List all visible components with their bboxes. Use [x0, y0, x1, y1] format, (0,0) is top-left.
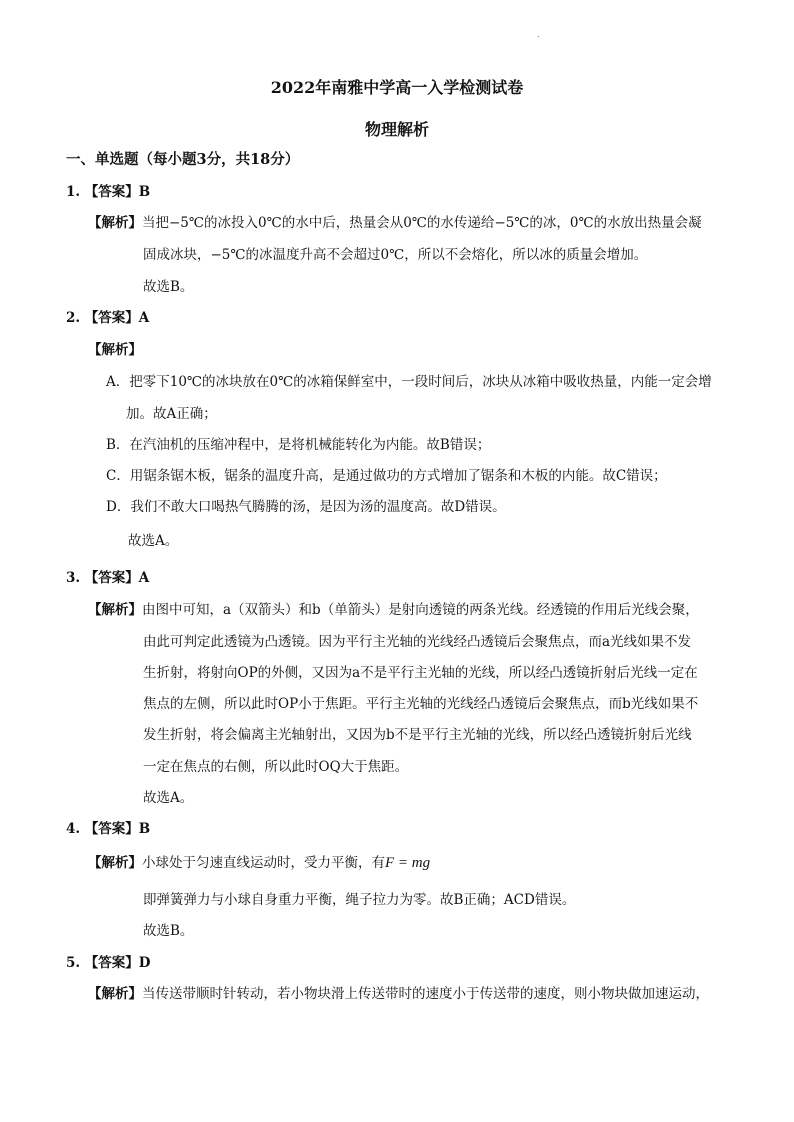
q1-text-2: 固成冰块，−5℃的冰温度升高不会超过0℃，所以不会熔化，所以冰的质量会增加。: [143, 247, 648, 263]
q1-answer-label: 【答案】B: [84, 184, 151, 200]
q5-analysis-line: [88, 985, 709, 1003]
corner-mark: .: [537, 30, 540, 39]
q3-analysis-label: 【解析】: [88, 602, 142, 618]
q3-text-1: 由图中可知，a（双箭头）和b（单箭头）是射向透镜的两条光线。经透镜的作用后光线会聚，: [142, 602, 699, 618]
q2-conclusion: 故选A。: [128, 533, 179, 549]
section-heading: 一、单选题（每小题3分，共18分）: [66, 151, 300, 168]
q2-option-b: B．在汽油机的压缩冲程中，是将机械能转化为内能。故B错误；: [106, 437, 491, 453]
q3-conclusion: 故选A。: [143, 790, 194, 806]
q2-answer: [66, 309, 149, 327]
q4-answer: [66, 820, 150, 838]
q3-text-5: 发生折射，将会偏离主光轴射出，又因为b不是平行主光轴的光线，所以经凸透镜折射后光线: [143, 727, 692, 743]
q5-text-1: 当传送带顺时针转动，若小物块滑上传送带时的速度小于传送带的速度，则小物块做加速运动，: [142, 986, 709, 1002]
page-subtitle: 物理解析: [364, 120, 429, 139]
q3-answer: [66, 569, 149, 587]
q3-analysis-line: [88, 601, 699, 619]
page-title: 2022年南雅中学高一入学检测试卷: [270, 78, 524, 97]
q2-option-a-2: 加。故A正确；: [126, 406, 217, 422]
q4-text-2: 即弹簧弹力与小球自身重力平衡，绳子拉力为零。故B正确；ACD错误。: [143, 892, 576, 908]
q1-text-1: 当把−5℃的冰投入0℃的水中后，热量会从0℃的水传递给−5℃的冰，0℃的水放出热量会凝: [142, 215, 702, 231]
q1-analysis-line: [88, 214, 702, 232]
q2-analysis-label: 【解析】: [88, 342, 142, 358]
q3-answer-label: 【答案】A: [84, 570, 150, 586]
q2-option-d: D．我们不敢大口喝热气腾腾的汤，是因为汤的温度高。故D错误。: [106, 499, 506, 515]
q4-text-1: 小球处于匀速直线运动时，受力平衡，有: [142, 855, 385, 871]
q4-formula: F = mg: [385, 855, 431, 871]
q2-option-a-1: A．把零下10℃的冰块放在0℃的冰箱保鲜室中，一段时间后，冰块从冰箱中吸收热量，内能一定会增: [106, 374, 712, 390]
q5-analysis-label: 【解析】: [88, 986, 142, 1002]
q2-option-c: C．用锯条锯木板，锯条的温度升高，是通过做功的方式增加了锯条和木板的内能。故C错误；: [106, 468, 667, 484]
q4-answer-label: 【答案】B: [84, 821, 151, 837]
q4-conclusion: 故选B。: [143, 923, 194, 939]
q2-answer-label: 【答案】A: [84, 310, 150, 326]
q3-text-3: 生折射，将射向OP的外侧，又因为a不是平行主光轴的光线，所以经凸透镜折射后光线一定在: [143, 665, 698, 681]
q3-text-4: 焦点的左侧，所以此时OP小于焦距。平行主光轴的光线经凸透镜后会聚焦点，而b光线如果不: [143, 696, 699, 712]
q4-analysis-line: [88, 854, 430, 872]
q5-answer: [66, 954, 151, 972]
q5-answer-label: 【答案】D: [84, 955, 151, 971]
q1-analysis-label: 【解析】: [88, 215, 142, 231]
q3-number: 3.: [66, 570, 81, 586]
q4-number: 4.: [66, 821, 81, 837]
q1-conclusion: 故选B。: [143, 279, 194, 295]
q5-number: 5.: [66, 955, 81, 971]
q4-analysis-label: 【解析】: [88, 855, 142, 871]
q1-answer: [66, 183, 150, 201]
q2-number: 2.: [66, 310, 81, 326]
q3-text-6: 一定在焦点的右侧，所以此时OQ大于焦距。: [143, 759, 409, 775]
q3-text-2: 由此可判定此透镜为凸透镜。因为平行主光轴的光线经凸透镜后会聚焦点，而a光线如果不发: [143, 634, 692, 650]
q1-number: 1.: [66, 184, 81, 200]
